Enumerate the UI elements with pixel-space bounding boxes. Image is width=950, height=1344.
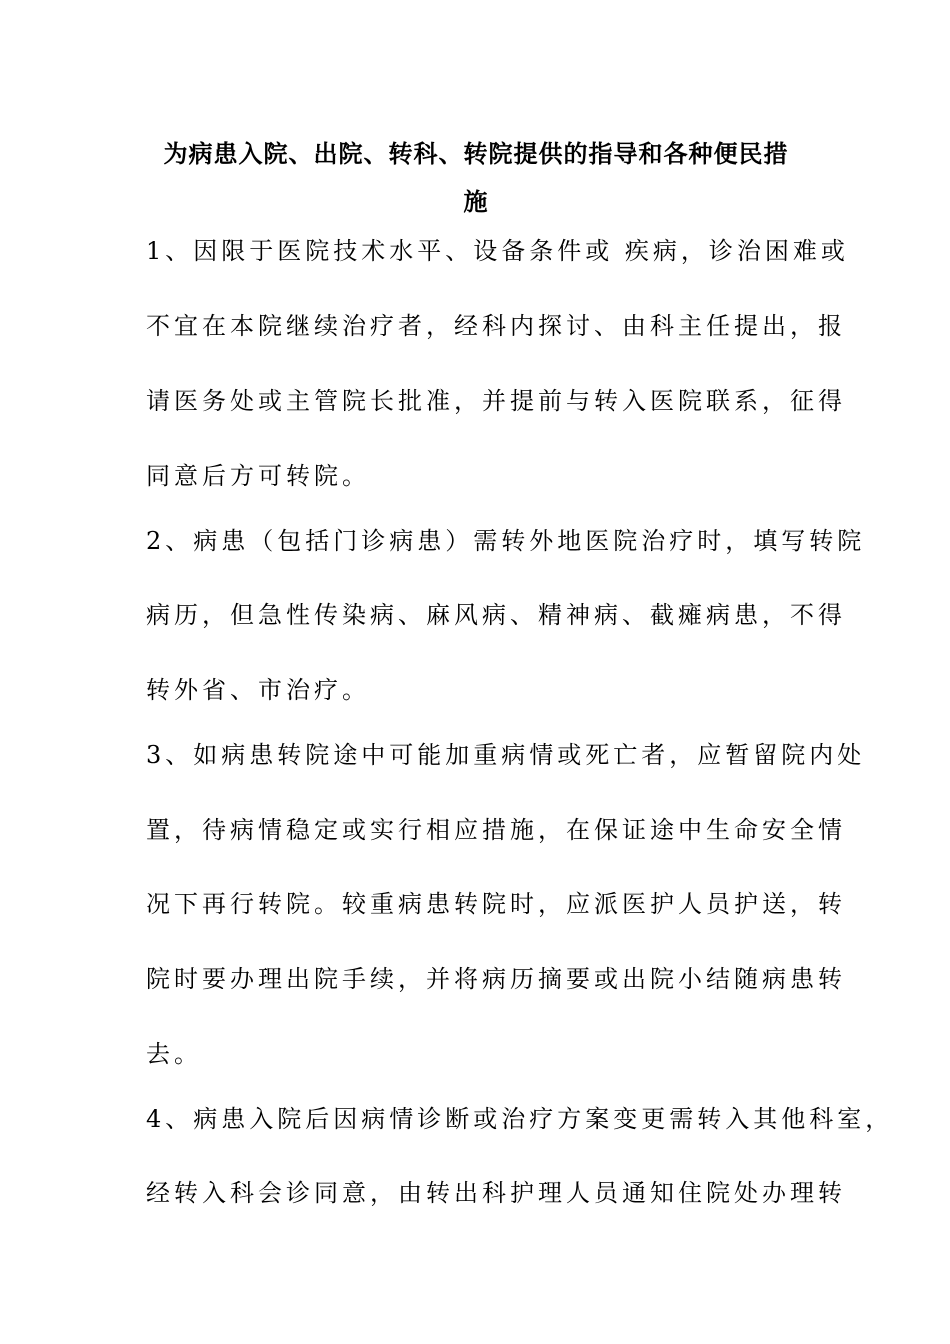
body-line: 病历，但急性传染病、麻风病、精神病、截瘫病患，不得 [146,601,846,629]
body-line: 2、病患（包括门诊病患）需转外地医院治疗时，填写转院 [146,527,866,555]
body-line: 3、如病患转院途中可能加重病情或死亡者，应暂留院内处 [146,741,866,769]
body-line: 转外省、市治疗。 [146,676,370,704]
body-line: 院时要办理出院手续，并将病历摘要或出院小结随病患转 [146,965,846,993]
body-line: 4、病患入院后因病情诊断或治疗方案变更需转入其他科室， [146,1105,894,1133]
body-line: 同意后方可转院。 [146,462,370,490]
body-line: 不宜在本院继续治疗者，经科内探讨、由科主任提出，报 [146,312,846,340]
body-line: 请医务处或主管院长批准，并提前与转入医院联系，征得 [146,387,846,415]
body-line: 置，待病情稳定或实行相应措施，在保证途中生命安全情 [146,816,846,844]
body-line: 去。 [146,1040,202,1068]
document-title-line-2: 施 [463,188,489,216]
body-line: 1、因限于医院技术水平、设备条件或 疾病，诊治困难或 [146,237,849,265]
document-title-line-1: 为病患入院、出院、转科、转院提供的指导和各种便民措 [163,140,789,168]
body-line: 况下再行转院。较重病患转院时，应派医护人员护送，转 [146,890,846,918]
body-line: 经转入科会诊同意，由转出科护理人员通知住院处办理转 [146,1179,846,1207]
